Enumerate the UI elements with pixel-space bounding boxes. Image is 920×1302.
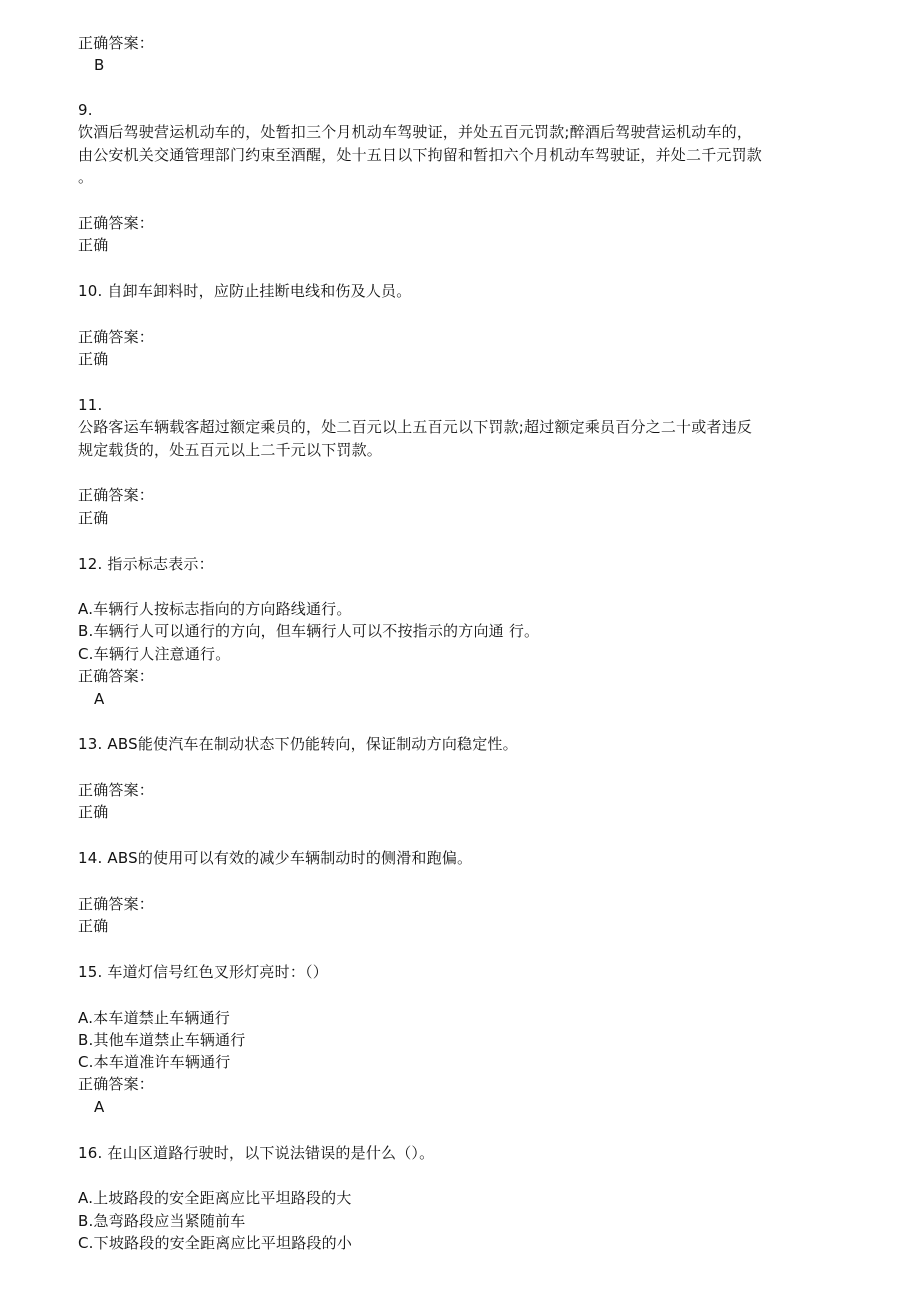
- answer-label: 正确答案：: [78, 328, 155, 346]
- question-text-line: 公路客运车辆载客超过额定乘员的，处二百元以上五百元以下罚款;超过额定乘员百分之二十或者违反: [78, 418, 753, 436]
- answer-value: B: [94, 56, 105, 74]
- question-text: 16. 在山区道路行驶时，以下说法错误的是什么（）。: [78, 1144, 435, 1162]
- question-text-line: 规定载货的，处五百元以上二千元以下罚款。: [78, 441, 383, 459]
- question-text: 10. 自卸车卸料时，应防止挂断电线和伤及人员。: [78, 282, 412, 300]
- answer-label: 正确答案：: [78, 214, 155, 232]
- option-b: B.车辆行人可以通行的方向，但车辆行人可以不按指示的方向通 行。: [78, 622, 540, 640]
- answer-value: 正确: [78, 803, 109, 821]
- answer-value: A: [94, 690, 105, 708]
- question-text: 12. 指示标志表示：: [78, 555, 214, 573]
- answer-value: A: [94, 1098, 105, 1116]
- answer-value: 正确: [78, 509, 109, 527]
- answer-label: 正确答案：: [78, 781, 155, 799]
- answer-label: 正确答案：: [78, 895, 155, 913]
- question-text-line: 。: [78, 168, 94, 186]
- option-c: C.车辆行人注意通行。: [78, 645, 231, 663]
- answer-value: 正确: [78, 350, 109, 368]
- answer-label: 正确答案：: [78, 486, 155, 504]
- question-text-line: 饮酒后驾驶营运机动车的，处暂扣三个月机动车驾驶证，并处五百元罚款;醉酒后驾驶营运机动车的，: [78, 123, 753, 141]
- option-a: A.上坡路段的安全距离应比平坦路段的大: [78, 1189, 352, 1207]
- question-text-line: 由公安机关交通管理部门约束至酒醒，处十五日以下拘留和暂扣六个月机动车驾驶证，并处二千元罚款: [78, 146, 763, 164]
- question-text: 14. ABS的使用可以有效的减少车辆制动时的侧滑和跑偏。: [78, 849, 473, 867]
- answer-label: 正确答案：: [78, 667, 155, 685]
- answer-value: 正确: [78, 917, 109, 935]
- option-c: C.本车道准许车辆通行: [78, 1053, 231, 1071]
- question-text: 13. ABS能使汽车在制动状态下仍能转向，保证制动方向稳定性。: [78, 735, 518, 753]
- answer-label: 正确答案：: [78, 34, 155, 52]
- answer-value: 正确: [78, 236, 109, 254]
- option-b: B.急弯路段应当紧随前车: [78, 1212, 246, 1230]
- question-number: 11.: [78, 396, 103, 414]
- option-c: C.下坡路段的安全距离应比平坦路段的小: [78, 1234, 353, 1252]
- option-a: A.车辆行人按标志指向的方向路线通行。: [78, 600, 352, 618]
- option-a: A.本车道禁止车辆通行: [78, 1009, 230, 1027]
- question-number: 9.: [78, 101, 93, 119]
- answer-label: 正确答案：: [78, 1075, 155, 1093]
- option-b: B.其他车道禁止车辆通行: [78, 1031, 246, 1049]
- question-text: 15. 车道灯信号红色叉形灯亮时：（）: [78, 963, 328, 981]
